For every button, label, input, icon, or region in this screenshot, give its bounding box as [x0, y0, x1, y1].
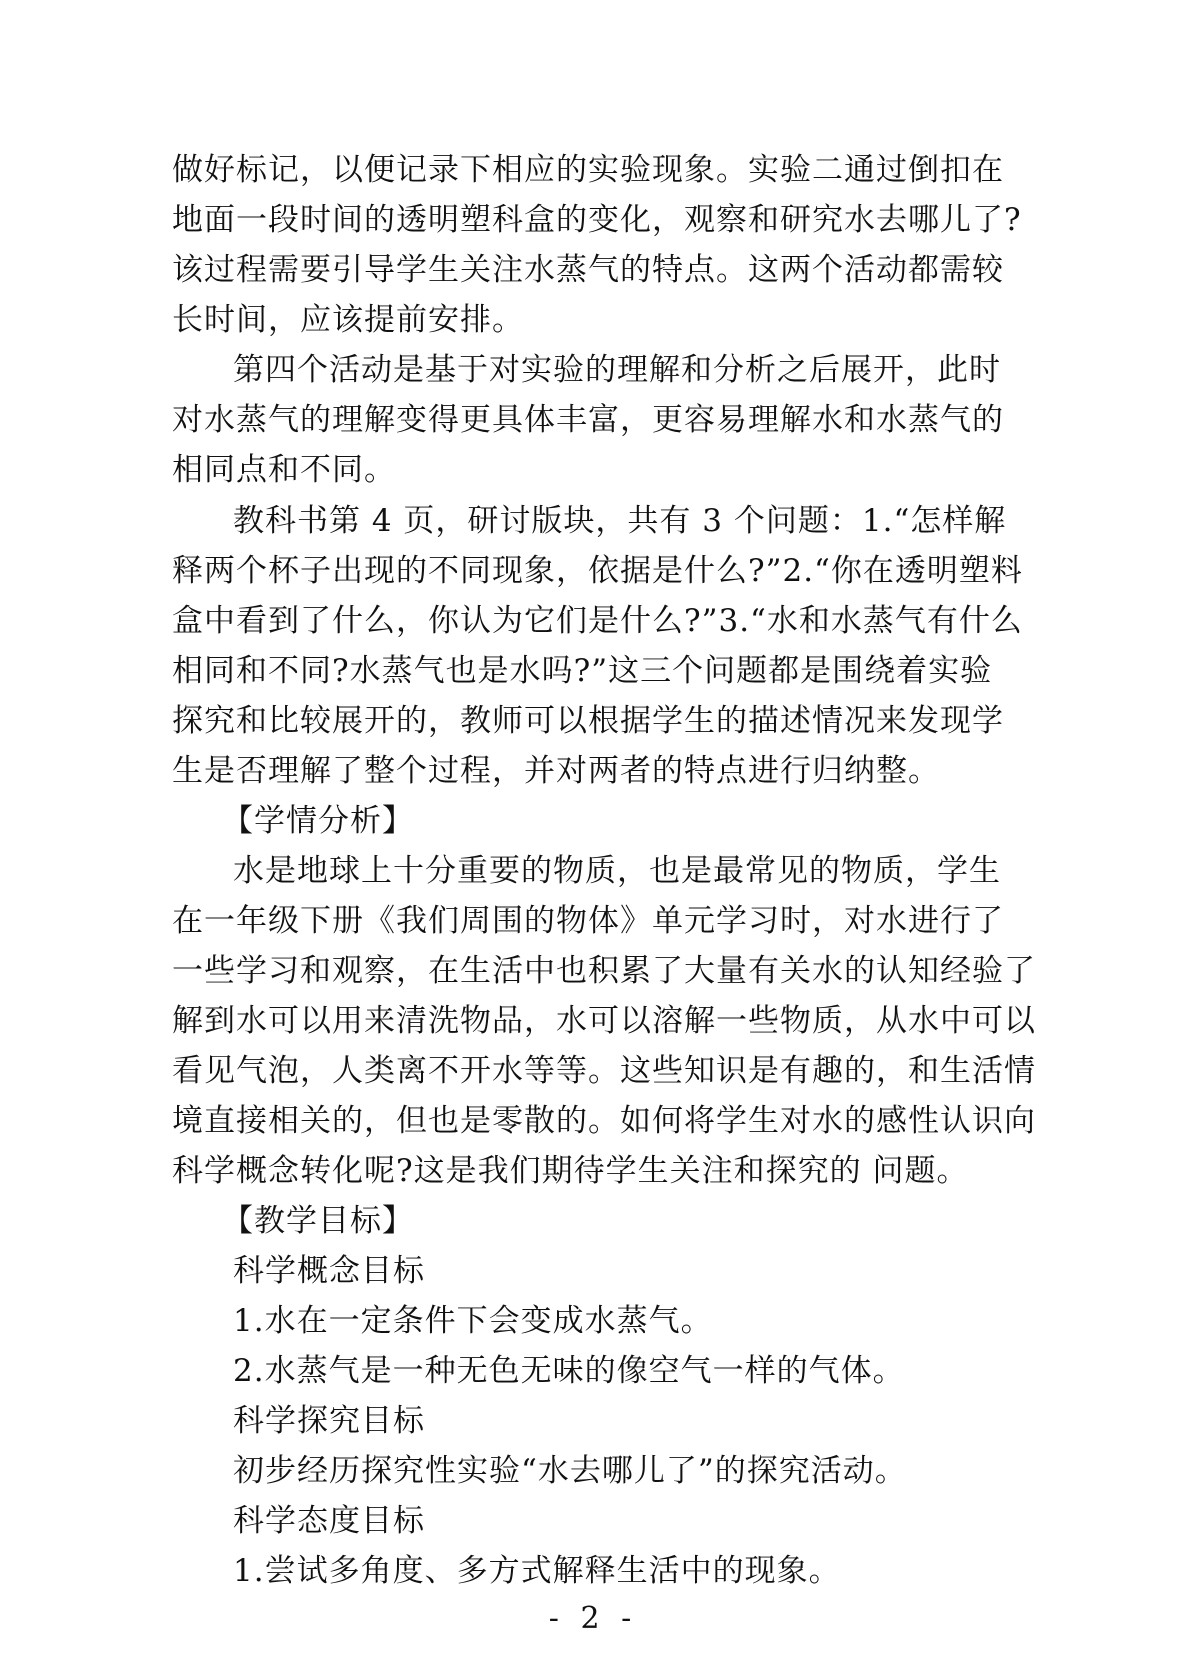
text-line: 探究和比较展开的，教师可以根据学生的描述情况来发现学: [172, 703, 1004, 739]
text-line: 解到水可以用来清洗物品，水可以溶解一些物质，从水中可以: [172, 1003, 1036, 1039]
text-line: 相同点和不同。: [172, 452, 396, 488]
subheading: 科学探究目标: [233, 1403, 425, 1439]
text-line: 相同和不同?水蒸气也是水吗?”这三个问题都是围绕着实验: [172, 653, 993, 689]
text-line: 对水蒸气的理解变得更具体丰富，更容易理解水和水蒸气的: [172, 402, 1004, 438]
text-line: 盒中看到了什么，你认为它们是什么?”3.“水和水蒸气有什么: [172, 603, 1023, 639]
text-line: 生是否理解了整个过程，并对两者的特点进行归纳整。: [172, 753, 940, 789]
text-line: 第四个活动是基于对实验的理解和分析之后展开，此时: [233, 352, 1001, 388]
text-line: 长时间，应该提前安排。: [172, 302, 524, 338]
text-line: 一些学习和观察，在生活中也积累了大量有关水的认知经验了: [172, 953, 1036, 989]
text-line: 水是地球上十分重要的物质，也是最常见的物质，学生: [233, 853, 1001, 889]
section-heading: 【教学目标】: [222, 1203, 414, 1239]
section-heading: 【学情分析】: [222, 803, 414, 839]
subheading: 科学概念目标: [233, 1253, 425, 1289]
text-line: 该过程需要引导学生关注水蒸气的特点。这两个活动都需较: [172, 252, 1004, 288]
text-line: 科学概念转化呢?这是我们期待学生关注和探究的 问题。: [172, 1153, 969, 1189]
text-line: 释两个杯子出现的不同现象，依据是什么?”2.“你在透明塑料: [172, 553, 1023, 589]
text-line: 做好标记，以便记录下相应的实验现象。实验二通过倒扣在: [172, 152, 1004, 188]
subheading: 科学态度目标: [233, 1503, 425, 1539]
text-line: 境直接相关的，但也是零散的。如何将学生对水的感性认识向: [172, 1103, 1036, 1139]
list-item: 初步经历探究性实验“水去哪儿了”的探究活动。: [233, 1453, 907, 1489]
page-number: - 2 -: [548, 1601, 638, 1636]
text-line: 看见气泡，人类离不开水等等。这些知识是有趣的，和生活情: [172, 1053, 1036, 1089]
list-item: 2.水蒸气是一种无色无味的像空气一样的气体。: [233, 1353, 905, 1389]
list-item: 1.尝试多角度、多方式解释生活中的现象。: [233, 1553, 841, 1589]
text-line: 地面一段时间的透明塑科盒的变化，观察和研究水去哪儿了?: [172, 202, 1022, 238]
text-line: 在一年级下册《我们周围的物体》单元学习时，对水进行了: [172, 903, 1004, 939]
list-item: 1.水在一定条件下会变成水蒸气。: [233, 1303, 713, 1339]
text-line: 教科书第 4 页，研讨版块，共有 3 个问题：1.“怎样解: [233, 503, 1007, 539]
